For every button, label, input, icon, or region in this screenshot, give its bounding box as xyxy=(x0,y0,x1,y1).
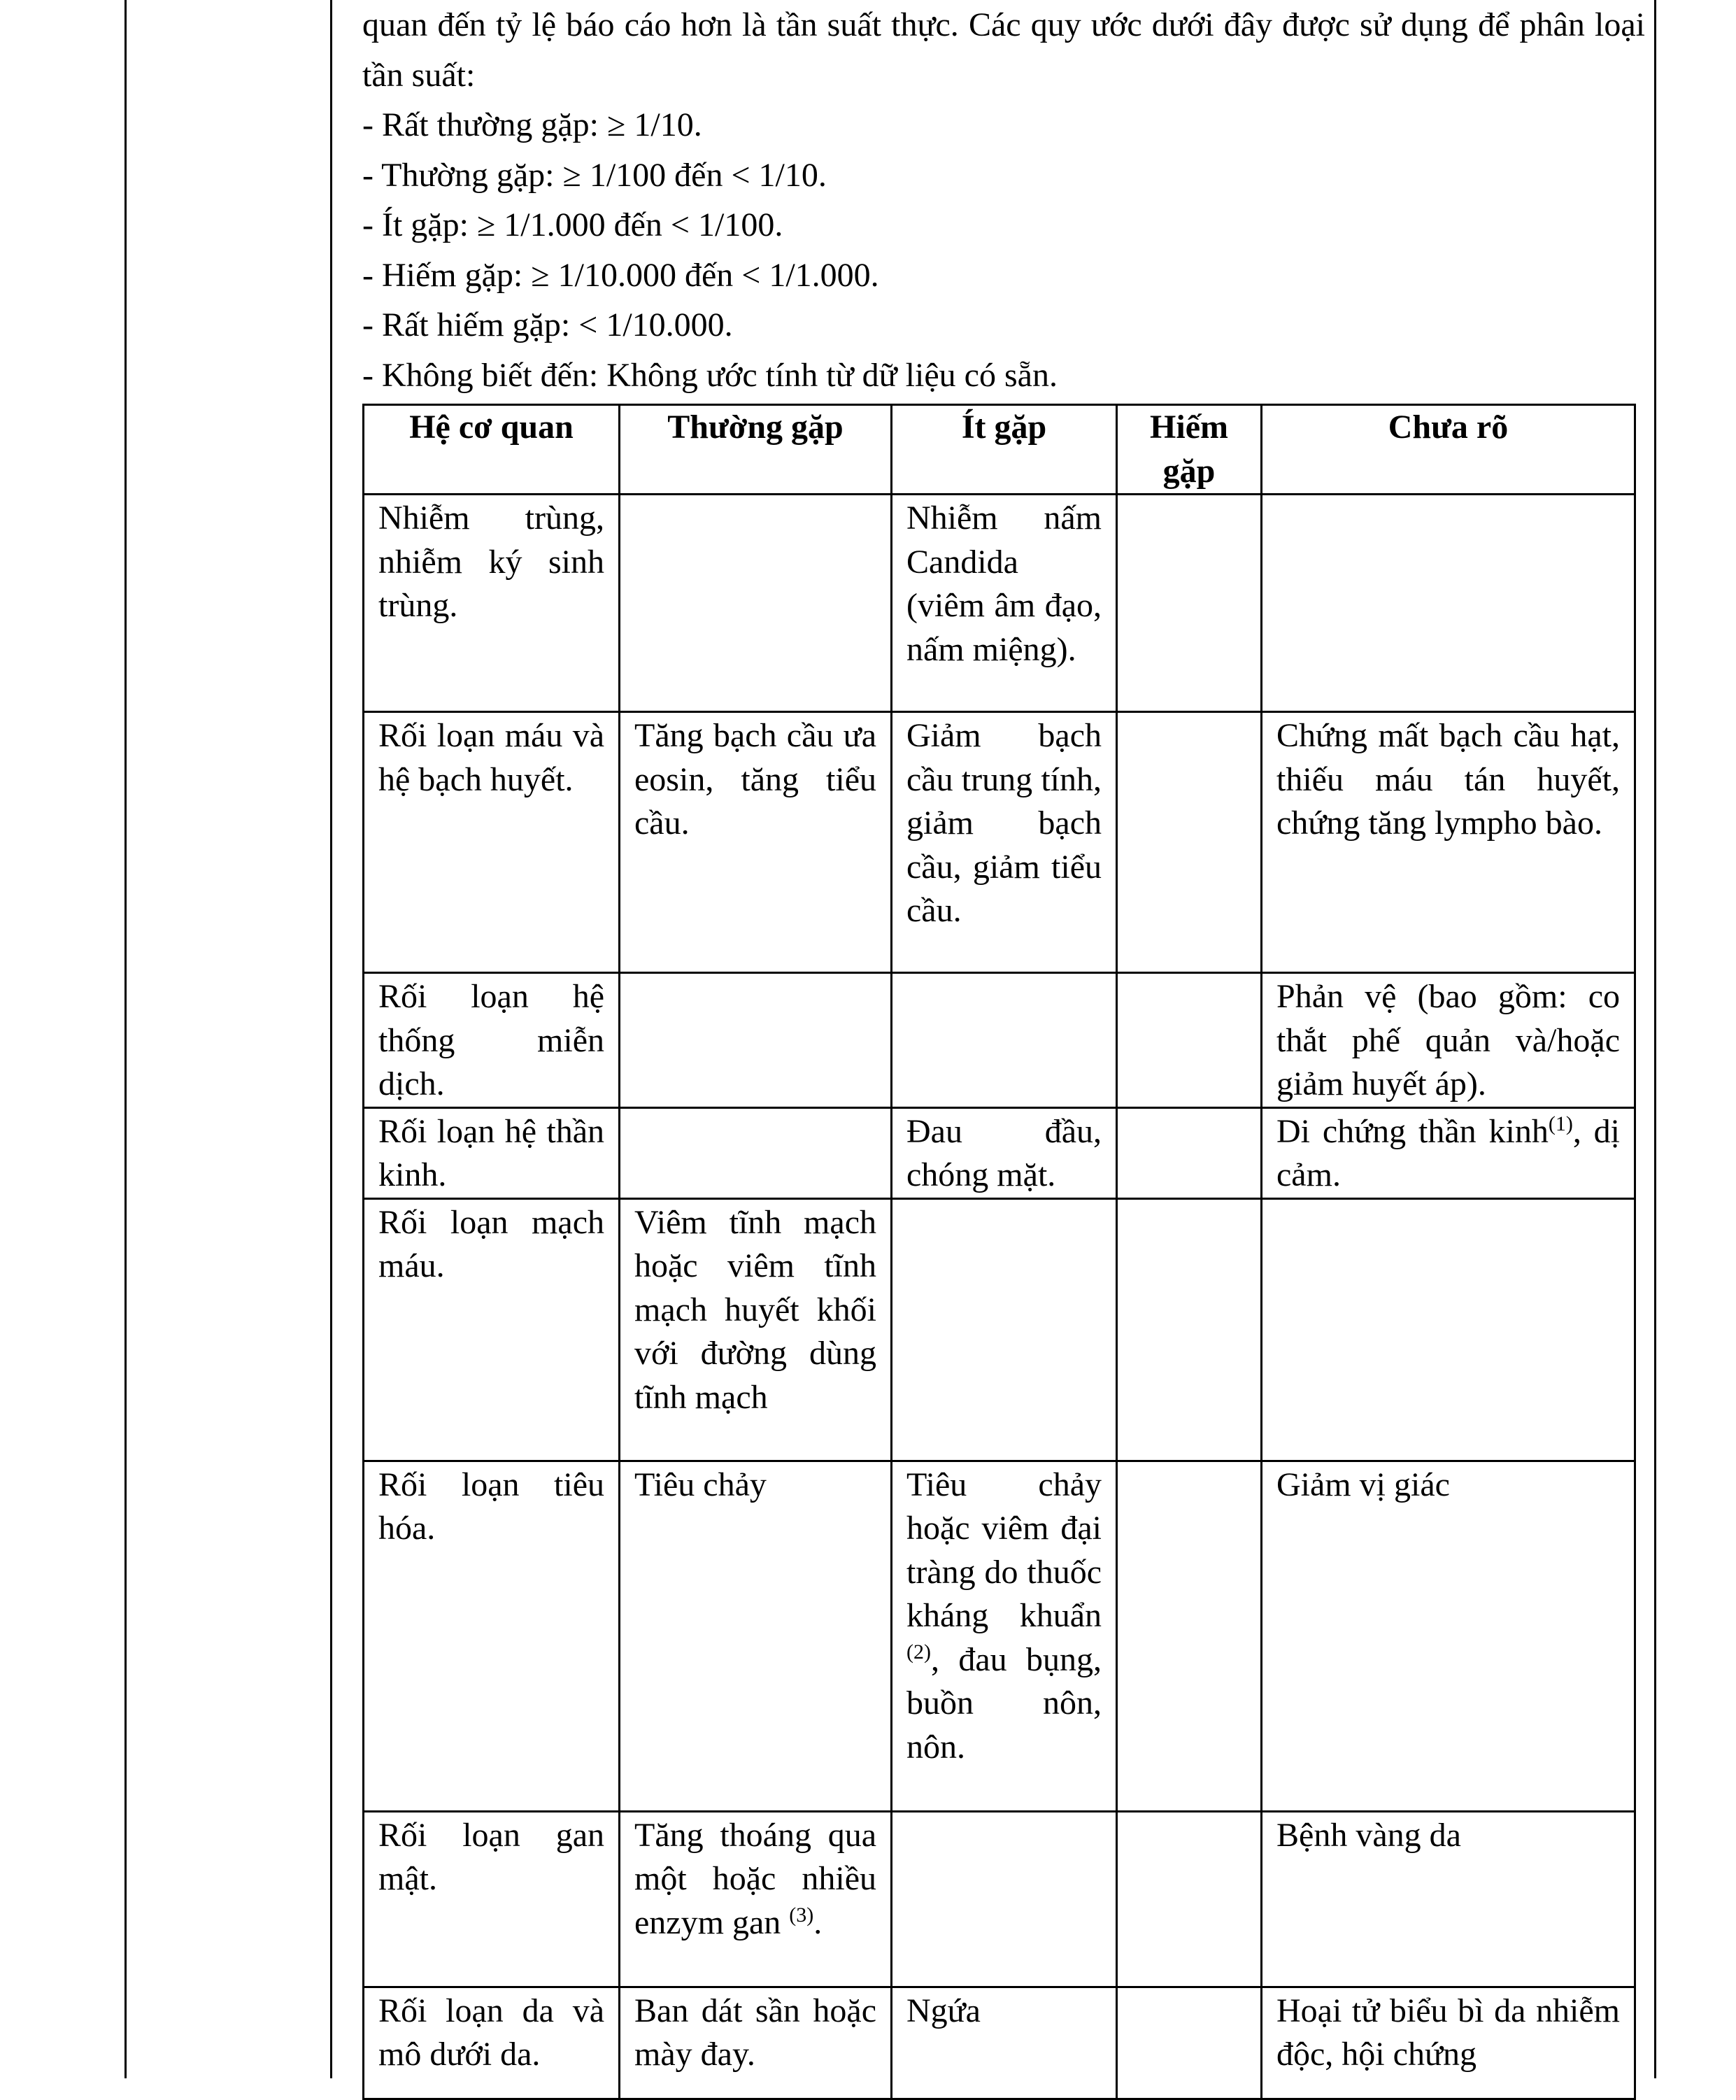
footnote-marker: (1) xyxy=(1548,1112,1573,1135)
header-rare: Hiếm gặp xyxy=(1117,405,1262,495)
table-row xyxy=(364,712,1635,973)
uncommon-cell xyxy=(892,1811,1117,1987)
organ-cell: Rối loạn máu và hệ bạch huyết. xyxy=(364,712,620,973)
unknown-cell: Giảm vị giác xyxy=(1262,1461,1635,1811)
rare-cell xyxy=(1117,1987,1262,2099)
rare-cell xyxy=(1117,1107,1262,1198)
common-cell xyxy=(620,973,892,1108)
common-cell: Tiêu chảy xyxy=(620,1461,892,1811)
organ-cell: Rối loạn hệ thần kinh. xyxy=(364,1107,620,1198)
footnote-marker: (2) xyxy=(906,1640,931,1663)
rare-cell xyxy=(1117,1811,1262,1987)
uncommon-cell xyxy=(892,973,1117,1108)
table-row xyxy=(364,1198,1635,1461)
organ-cell: Rối loạn hệ thống miễn dịch. xyxy=(364,973,620,1108)
uncommon-cell xyxy=(892,1198,1117,1461)
unknown-cell: Phản vệ (bao gồm: co thắt phế quản và/hoặc giảm huyết áp). xyxy=(1262,973,1635,1108)
uncommon-cell: Ngứa xyxy=(892,1987,1117,2099)
list-item: - Ít gặp: ≥ 1/1.000 đến < 1/100. xyxy=(362,206,783,243)
organ-cell: Nhiễm trùng, nhiễm ký sinh trùng. xyxy=(364,495,620,712)
common-cell: Tăng thoáng qua một hoặc nhiều enzym gan $^{(3)}$. xyxy=(620,1811,892,1987)
uncommon-cell: Đau đầu, chóng mặt. xyxy=(892,1107,1117,1198)
list-item: - Rất hiếm gặp: < 1/10.000. xyxy=(362,306,733,343)
document-body xyxy=(362,0,1645,400)
header-organ: Hệ cơ quan xyxy=(364,405,620,495)
header-uncommon: Ít gặp xyxy=(892,405,1117,495)
unknown-cell xyxy=(1262,495,1635,712)
table-row xyxy=(364,1461,1635,1811)
unknown-cell: Bệnh vàng da xyxy=(1262,1811,1635,1987)
rare-cell xyxy=(1117,495,1262,712)
list-item: - Hiếm gặp: ≥ 1/10.000 đến < 1/1.000. xyxy=(362,256,879,294)
common-cell: Tăng bạch cầu ưa eosin, tăng tiểu cầu. xyxy=(620,712,892,973)
frequency-definitions xyxy=(362,100,1645,400)
table-row xyxy=(364,1811,1635,1987)
organ-cell: Rối loạn mạch máu. xyxy=(364,1198,620,1461)
uncommon-cell: Nhiễm nấm Candida (viêm âm đạo, nấm miệng). xyxy=(892,495,1117,712)
adverse-effects-table xyxy=(362,404,1636,2100)
list-item: - Rất thường gặp: ≥ 1/10. xyxy=(362,106,702,143)
footnote-marker: (3) xyxy=(789,1903,814,1927)
rare-cell xyxy=(1117,973,1262,1108)
uncommon-cell: Tiêu chảy hoặc viêm đại tràng do thuốc kháng khuẩn $^{(2)}$, đau bụng, buồn nôn, nôn. xyxy=(892,1461,1117,1811)
intro-paragraph: quan đến tỷ lệ báo cáo hơn là tần suất thực. Các quy ước dưới đây được sử dụng để phân loại tần suất: xyxy=(362,6,1645,94)
rare-cell xyxy=(1117,712,1262,973)
header-common: Thường gặp xyxy=(620,405,892,495)
unknown-cell: Di chứng thần kinh$^{(1)}$, dị cảm. xyxy=(1262,1107,1635,1198)
common-cell xyxy=(620,495,892,712)
organ-cell: Rối loạn da và mô dưới da. xyxy=(364,1987,620,2099)
rare-cell xyxy=(1117,1461,1262,1811)
table-row xyxy=(364,973,1635,1108)
common-cell xyxy=(620,1107,892,1198)
list-item: - Thường gặp: ≥ 1/100 đến < 1/10. xyxy=(362,156,827,194)
table-header-row xyxy=(364,405,1635,495)
common-cell: Ban dát sần hoặc mày đay. xyxy=(620,1987,892,2099)
unknown-cell xyxy=(1262,1198,1635,1461)
organ-cell: Rối loạn gan mật. xyxy=(364,1811,620,1987)
uncommon-cell: Giảm bạch cầu trung tính, giảm bạch cầu, giảm tiểu cầu. xyxy=(892,712,1117,973)
organ-cell: Rối loạn tiêu hóa. xyxy=(364,1461,620,1811)
unknown-cell: Chứng mất bạch cầu hạt, thiếu máu tán huyết, chứng tăng lympho bào. xyxy=(1262,712,1635,973)
rare-cell xyxy=(1117,1198,1262,1461)
header-unknown: Chưa rõ xyxy=(1262,405,1635,495)
table-row xyxy=(364,1987,1635,2099)
unknown-cell: Hoại tử biểu bì da nhiễm độc, hội chứng xyxy=(1262,1987,1635,2099)
table-row xyxy=(364,1107,1635,1198)
common-cell: Viêm tĩnh mạch hoặc viêm tĩnh mạch huyết khối với đường dùng tĩnh mạch xyxy=(620,1198,892,1461)
list-item: - Không biết đến: Không ước tính từ dữ liệu có sẵn. xyxy=(362,356,1058,394)
column-divider xyxy=(330,0,332,2078)
table-row xyxy=(364,495,1635,712)
